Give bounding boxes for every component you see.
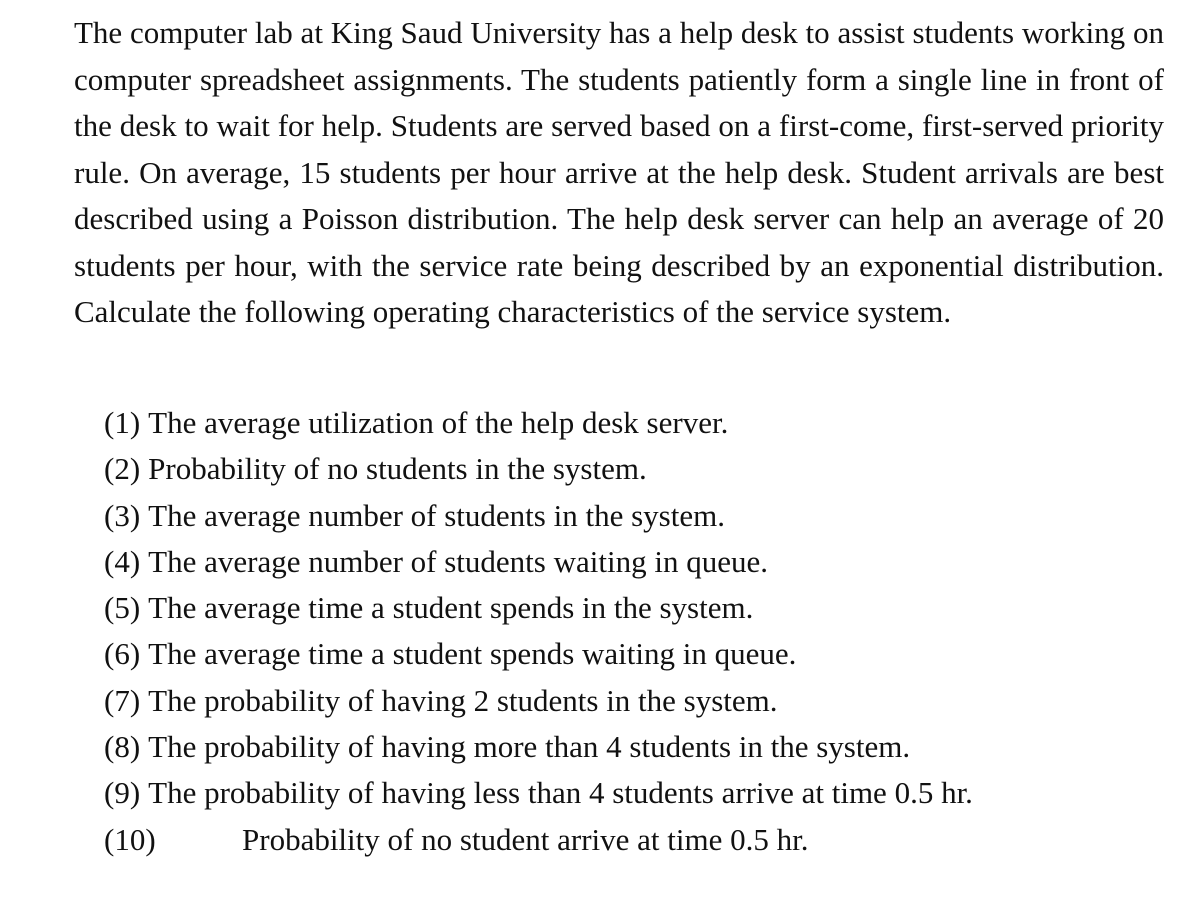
question-list bbox=[104, 400, 973, 863]
question-item-7 bbox=[104, 678, 973, 724]
question-text: The average utilization of the help desk server. bbox=[148, 405, 729, 440]
question-number: (5) bbox=[104, 590, 141, 626]
question-item-4 bbox=[104, 539, 973, 585]
question-item-6 bbox=[104, 631, 973, 677]
question-number: (6) bbox=[104, 636, 141, 672]
question-number: (3) bbox=[104, 497, 141, 533]
question-text: The probability of having 2 students in the system. bbox=[148, 682, 778, 718]
question-text: Probability of no students in the system. bbox=[148, 451, 647, 487]
question-item-3 bbox=[104, 493, 973, 539]
question-number: (9) bbox=[104, 775, 141, 811]
question-text: The average time a student spends waiting in queue. bbox=[148, 636, 797, 672]
question-number: (2) bbox=[104, 451, 141, 487]
question-item-9 bbox=[104, 770, 973, 816]
question-number: (4) bbox=[104, 543, 141, 579]
question-text: The probability of having more than 4 students in the system. bbox=[148, 729, 911, 765]
question-text: The average number of students in the system. bbox=[148, 497, 725, 533]
problem-statement: The computer lab at King Saud University has a help desk to assist students working on computer spreadsheet assignments. The students patiently form a single line in front of the desk to wait for help. Students are served based on a first-come, first-served priority rule. On average, 15 students per hour arrive at the help desk. Student arrivals are best described using a Poisson distribution. The help desk server can help an average of 20 students per hour, with the service rate being described by an exponential distribution. Calculate the following operating characteristics of the service system. bbox=[74, 15, 1164, 329]
question-item-10 bbox=[104, 817, 973, 863]
question-text: The probability of having less than 4 students arrive at time 0.5 hr. bbox=[148, 775, 973, 811]
question-item-5 bbox=[104, 585, 973, 631]
question-number: (1) bbox=[104, 405, 141, 440]
question-text: Probability of no student arrive at time 0.5 hr. bbox=[242, 821, 809, 857]
question-text: The average time a student spends in the system. bbox=[148, 590, 754, 626]
question-text: The average number of students waiting in queue. bbox=[148, 543, 768, 579]
question-item-8 bbox=[104, 724, 973, 770]
question-item-2 bbox=[104, 446, 973, 492]
question-item-1 bbox=[104, 400, 973, 446]
question-number: (10) bbox=[104, 821, 156, 857]
question-number: (7) bbox=[104, 682, 141, 718]
question-number: (8) bbox=[104, 729, 141, 765]
